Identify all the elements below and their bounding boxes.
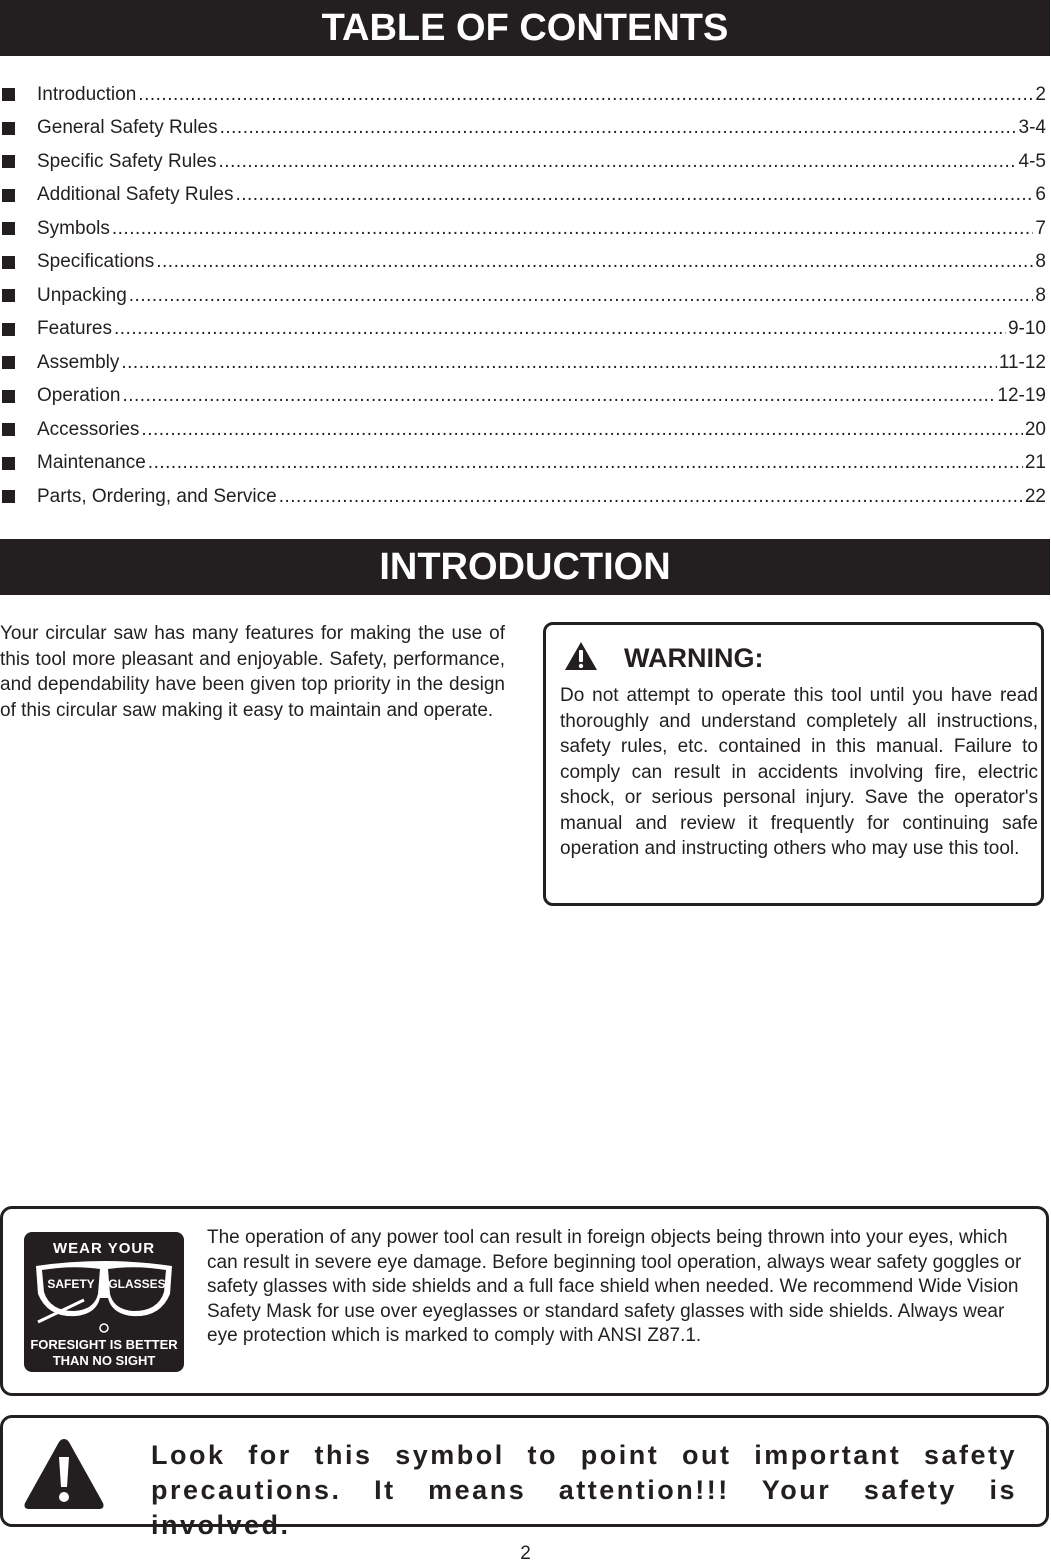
toc-item-page: 3-4 xyxy=(1018,117,1046,139)
toc-item[interactable] xyxy=(0,480,1046,514)
bullet-icon xyxy=(2,256,15,269)
bullet-icon xyxy=(2,222,15,235)
safety-glasses-logo xyxy=(24,1232,184,1372)
exclamation-triangle-icon xyxy=(23,1437,105,1511)
toc-item[interactable] xyxy=(0,246,1046,280)
page-number: 2 xyxy=(520,1543,531,1564)
toc-item-page: 21 xyxy=(1024,452,1046,474)
logo-top-text: WEAR YOUR xyxy=(52,1240,156,1257)
toc-item[interactable] xyxy=(0,212,1046,246)
toc-item[interactable] xyxy=(0,279,1046,313)
toc-item-page: 7 xyxy=(1035,217,1046,239)
dot-leader xyxy=(141,420,1022,440)
safety-symbol-box xyxy=(0,1415,1049,1540)
toc-item-title: Features xyxy=(37,318,112,340)
warning-header xyxy=(564,641,763,676)
toc-item[interactable] xyxy=(0,179,1046,213)
toc-heading: TABLE OF CONTENTS xyxy=(0,0,1050,56)
bullet-icon xyxy=(2,289,15,302)
toc-item[interactable] xyxy=(0,78,1046,112)
dot-leader xyxy=(122,386,995,406)
warning-box xyxy=(543,622,1044,906)
warning-text: Do not attempt to operate this tool until you have read thoroughly and understand completely all instructions, safety rules, etc. contained in this manual. Failure to comply can result in accidents involving fire, electric shock, or serious personal injury. Save the operator's manual and review it frequently for continuing safe operation and instructing others who may use this tool. xyxy=(560,685,1038,859)
dot-leader xyxy=(121,353,996,373)
toc-item-title: General Safety Rules xyxy=(37,117,218,139)
toc-item-page: 2 xyxy=(1035,83,1046,105)
toc-item[interactable] xyxy=(0,447,1046,481)
bullet-icon xyxy=(2,88,15,101)
logo-right-lens-text: GLASSES xyxy=(108,1277,166,1291)
toc-item[interactable] xyxy=(0,112,1046,146)
toc-item[interactable] xyxy=(0,145,1046,179)
eye-protection-text: The operation of any power tool can result in foreign objects being thrown into your eyes, which can result in severe eye damage. Before beginning tool operation, always wear safety goggles or safety glasses with side shields and a full face shield when needed. We recommend Wide Vision Safety Mask for use over eyeglasses or standard safety glasses with side shields. Always wear eye protection which is marked to comply with ANSI Z87.1. xyxy=(207,1227,1022,1346)
dot-leader xyxy=(235,185,1033,205)
toc-item-title: Assembly xyxy=(37,351,120,373)
logo-bottom-line2: THAN NO SIGHT xyxy=(52,1353,156,1368)
toc-item-title: Introduction xyxy=(37,83,137,105)
bullet-icon xyxy=(2,189,15,202)
toc-item-page: 11-12 xyxy=(998,351,1046,373)
bullet-icon xyxy=(2,356,15,369)
bullet-icon xyxy=(2,155,15,168)
toc-item-title: Operation xyxy=(37,385,121,407)
toc-item-title: Specifications xyxy=(37,251,155,273)
bullet-icon xyxy=(2,390,15,403)
dot-leader xyxy=(156,252,1033,272)
bullet-icon xyxy=(2,323,15,336)
bullet-icon xyxy=(2,457,15,470)
toc-item-page: 6 xyxy=(1035,184,1046,206)
dot-leader xyxy=(112,219,1034,239)
logo-left-lens-text: SAFETY xyxy=(47,1277,95,1291)
safety-symbol-text: Look for this symbol to point out important safety precautions. It means attention!!! Your safety is involved. xyxy=(151,1440,1017,1540)
dot-leader xyxy=(148,453,1023,473)
dot-leader xyxy=(129,286,1034,306)
logo-bottom-line1: FORESIGHT IS BETTER xyxy=(30,1337,178,1352)
dot-leader xyxy=(279,487,1023,507)
warning-triangle-icon xyxy=(564,641,598,676)
toc-item-title: Specific Safety Rules xyxy=(37,150,217,172)
toc-item-title: Maintenance xyxy=(37,452,146,474)
toc-item[interactable] xyxy=(0,313,1046,347)
toc-item-page: 8 xyxy=(1035,284,1046,306)
toc-item-page: 4-5 xyxy=(1018,150,1046,172)
bullet-icon xyxy=(2,490,15,503)
warning-title: WARNING: xyxy=(624,643,764,673)
toc-list xyxy=(0,78,1046,514)
toc-item-page: 20 xyxy=(1024,418,1046,440)
toc-item-page: 22 xyxy=(1024,485,1046,507)
dot-leader xyxy=(138,85,1033,105)
bullet-icon xyxy=(2,423,15,436)
toc-item-title: Symbols xyxy=(37,217,110,239)
dot-leader xyxy=(219,152,1017,172)
dot-leader xyxy=(114,319,1006,339)
toc-item[interactable] xyxy=(0,346,1046,380)
toc-item[interactable] xyxy=(0,413,1046,447)
toc-item-page: 12-19 xyxy=(997,385,1046,407)
toc-item-page: 9-10 xyxy=(1007,318,1046,340)
introduction-paragraph: Your circular saw has many features for making the use of this tool more pleasant and enjoyable. Safety, performance, and dependability have been given top priority in the design of this circular saw making it easy to maintain and operate. xyxy=(0,623,505,721)
introduction-heading: INTRODUCTION xyxy=(0,539,1050,595)
toc-item[interactable] xyxy=(0,380,1046,414)
toc-item-page: 8 xyxy=(1035,251,1046,273)
toc-item-title: Unpacking xyxy=(37,284,127,306)
toc-item-title: Accessories xyxy=(37,418,140,440)
toc-item-title: Additional Safety Rules xyxy=(37,184,234,206)
eye-protection-box xyxy=(0,1206,1049,1396)
bullet-icon xyxy=(2,122,15,135)
toc-item-title: Parts, Ordering, and Service xyxy=(37,485,277,507)
dot-leader xyxy=(220,118,1017,138)
